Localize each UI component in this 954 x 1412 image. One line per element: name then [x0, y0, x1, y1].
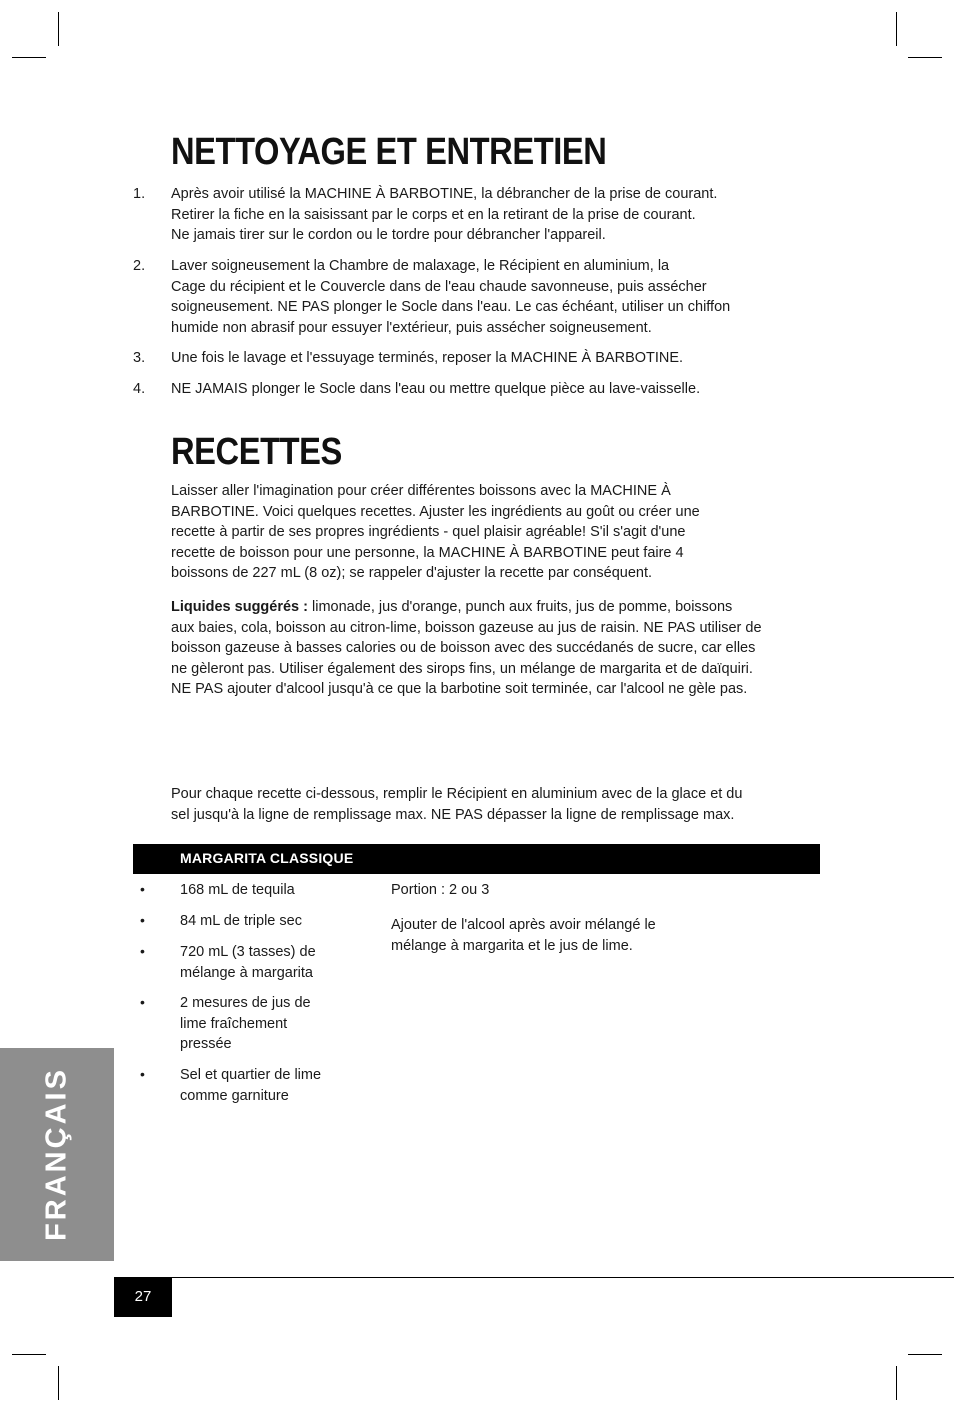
step-line: NE JAMAIS plonger le Socle dans l'eau ou mettre quelque pièce au lave-vaisselle. — [171, 381, 701, 397]
step-text — [171, 256, 791, 338]
intro-line: boissons de 227 mL (8 oz); se rappeler d'ajuster la recette par conséquent. — [171, 565, 653, 582]
crop-mark — [896, 1366, 897, 1400]
language-label: FRANÇAIS — [40, 1067, 73, 1241]
bullet: • — [140, 1066, 145, 1082]
crop-mark — [908, 57, 942, 58]
fill-instructions — [171, 784, 811, 825]
language-tab — [0, 1048, 114, 1261]
crop-mark — [58, 1366, 59, 1400]
fill-line: sel jusqu'à la ligne de remplissage max. NE PAS dépasser la ligne de remplissage max. — [171, 806, 735, 823]
page-number-box — [114, 1277, 172, 1317]
step-line: Après avoir utilisé la MACHINE À BARBOTINE, la débrancher de la prise de courant. — [171, 186, 718, 202]
fill-line: Pour chaque recette ci-dessous, remplir le Récipient en aluminium avec de la glace et du — [171, 786, 743, 802]
note-line: Ajouter de l'alcool après avoir mélangé le — [391, 917, 656, 933]
liquids-label: Liquides suggérés : — [171, 599, 308, 615]
crop-mark — [12, 1354, 46, 1355]
bullet: • — [140, 881, 145, 897]
bullet: • — [140, 912, 145, 928]
intro-line: BARBOTINE. Voici quelques recettes. Ajuster les ingrédients au goût ou créer une — [171, 503, 700, 520]
recipe-title: MARGARITA CLASSIQUE — [180, 850, 354, 866]
liquids-text: limonade, jus d'orange, punch aux fruits, jus de pomme, boissons — [307, 599, 733, 615]
recipe-header-bar — [133, 844, 820, 874]
step-line: Retirer la fiche en la saisissant par le corps et en la retirant de la prise de courant. — [171, 206, 696, 223]
intro-line: recette à partir de ses propres ingrédients - quel plaisir agréable! S'il s'agit d'une — [171, 524, 686, 541]
step-line: Une fois le lavage et l'essuyage terminés, reposer la MACHINE À BARBOTINE. — [171, 350, 684, 366]
step-line: humide non abrasif pour essuyer l'extérieur, puis assécher soigneusement. — [171, 319, 652, 336]
step-line: Laver soigneusement la Chambre de malaxage, le Récipient en aluminium, la — [171, 258, 670, 274]
ingredient-line: 84 mL de triple sec — [180, 913, 302, 929]
crop-mark — [58, 12, 59, 46]
liquids-line: boisson gazeuse à basses calories ou de boisson avec des succédanés de sucre, car elles — [171, 640, 756, 657]
note-line: mélange à margarita et le jus de lime. — [391, 937, 633, 954]
cleaning-heading: NETTOYAGE ET ENTRETIEN — [171, 131, 607, 173]
liquids-line: ne gèleront pas. Utiliser également des sirops fins, un mélange de margarita et de daïquiri. — [171, 660, 753, 677]
step-line: Ne jamais tirer sur le cordon ou le tordre pour débrancher l'appareil. — [171, 227, 606, 244]
ingredient-line: comme garniture — [180, 1087, 289, 1104]
intro-line: recette de boisson pour une personne, la MACHINE À BARBOTINE peut faire 4 — [171, 544, 684, 561]
step-number: 1. — [133, 186, 146, 202]
ingredient-item — [180, 911, 360, 932]
crop-mark — [12, 57, 46, 58]
step-text — [171, 379, 791, 400]
ingredient-line: pressée — [180, 1036, 232, 1053]
ingredient-item — [180, 942, 360, 983]
bullet: • — [140, 943, 145, 959]
step-line: soigneusement. NE PAS plonger le Socle dans l'eau. Le cas échéant, utiliser un chiffon — [171, 299, 731, 316]
ingredient-line: lime fraîchement — [180, 1015, 288, 1032]
crop-mark — [896, 12, 897, 46]
liquids-line — [171, 597, 821, 618]
ingredient-line: 2 mesures de jus de — [180, 995, 311, 1011]
ingredient-line: Sel et quartier de lime — [180, 1067, 322, 1083]
portion-text: Portion : 2 ou 3 — [391, 882, 490, 898]
liquids-line: NE PAS ajouter d'alcool jusqu'à ce que la barbotine soit terminée, car l'alcool ne gèle pas. — [171, 681, 748, 698]
crop-mark — [908, 1354, 942, 1355]
footer-rule — [114, 1277, 954, 1278]
recipe-note — [391, 915, 711, 956]
recipes-heading: RECETTES — [171, 431, 342, 473]
suggested-liquids — [171, 597, 821, 700]
intro-line: Laisser aller l'imagination pour créer différentes boissons avec la MACHINE À — [171, 483, 671, 499]
ingredient-line: mélange à margarita — [180, 964, 313, 981]
step-line: Cage du récipient et le Couvercle dans de l'eau chaude savonneuse, puis assécher — [171, 278, 707, 295]
step-text — [171, 348, 791, 369]
ingredient-item — [180, 1065, 360, 1106]
step-number: 2. — [133, 258, 146, 274]
liquids-line: aux baies, cola, boisson au citron-lime, boisson gazeuse au jus de raisin. NE PAS utiliser de — [171, 619, 762, 636]
recipes-intro — [171, 481, 811, 584]
step-text — [171, 184, 791, 246]
step-number: 3. — [133, 350, 146, 366]
ingredient-line: 720 mL (3 tasses) de — [180, 944, 316, 960]
page-number: 27 — [134, 1288, 152, 1305]
bullet: • — [140, 994, 145, 1010]
ingredient-line: 168 mL de tequila — [180, 882, 295, 898]
step-number: 4. — [133, 381, 146, 397]
ingredient-item — [180, 993, 360, 1055]
ingredient-item — [180, 880, 360, 901]
